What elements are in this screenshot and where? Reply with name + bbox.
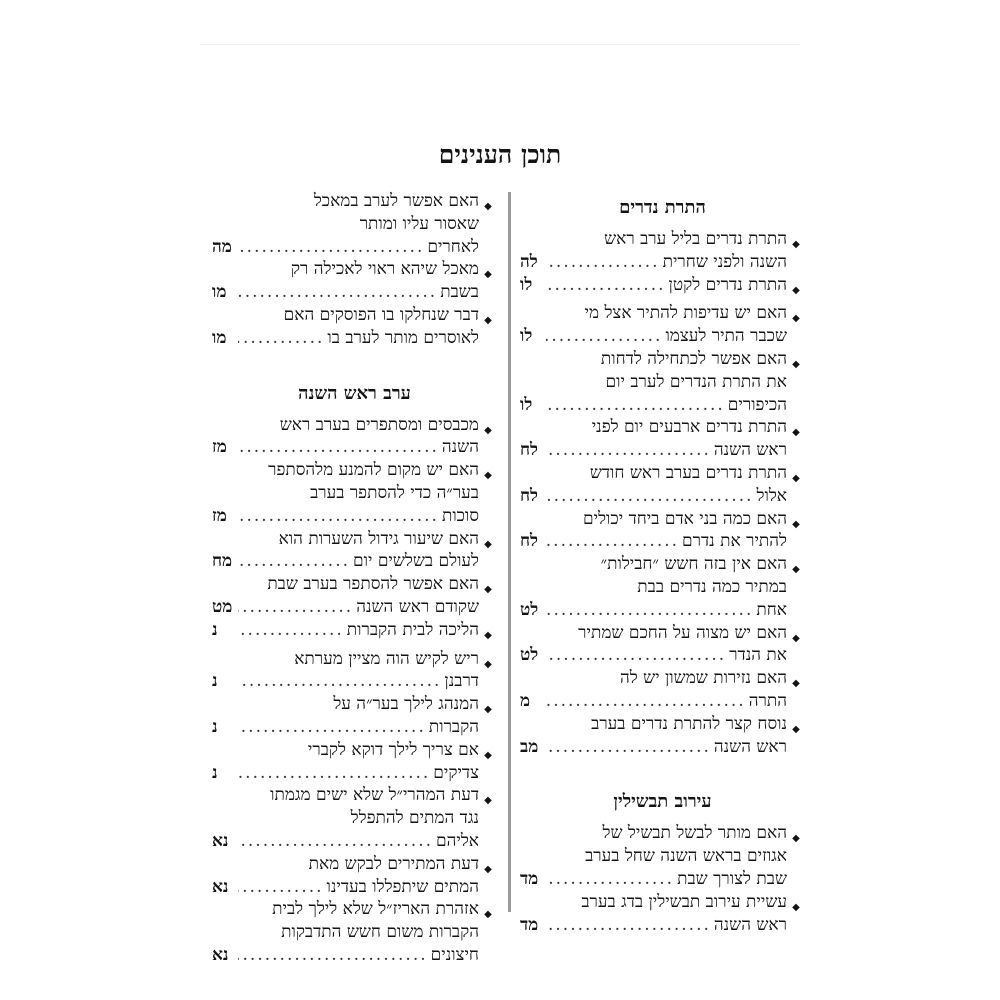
- toc-entry-text: [520, 713, 787, 759]
- toc-entry-line: דעת המתירים לבקש מאת: [308, 853, 479, 874]
- toc-entry-text: [520, 891, 787, 937]
- toc-entry-line: [520, 439, 787, 462]
- page-number: מז: [212, 437, 227, 458]
- diamond-bullet-icon: ◆: [792, 901, 800, 913]
- diamond-bullet-icon: ◆: [792, 313, 800, 325]
- page-number: מה: [212, 236, 232, 257]
- dot-leader: [546, 485, 757, 508]
- page-number: מ: [520, 690, 531, 711]
- dot-leader: [546, 274, 669, 297]
- diamond-bullet-icon: ◆: [792, 518, 800, 530]
- dot-leader: [238, 236, 427, 259]
- toc-entry[interactable]: [212, 414, 497, 460]
- toc-entry-text: [212, 258, 479, 304]
- dot-leader: [546, 736, 714, 759]
- toc-entry-line: [212, 236, 479, 259]
- toc-entry-line: האם יש עדיפות להתיר אצל מי: [584, 303, 787, 324]
- toc-entry-line: [520, 394, 787, 417]
- toc-entry-line-text: סוכות: [441, 505, 479, 526]
- toc-entry-line-text: חיצונים: [430, 944, 479, 965]
- toc-entry-text: [212, 648, 479, 694]
- page-number: לח: [520, 440, 539, 461]
- page-number: מח: [212, 551, 233, 572]
- dot-leader: [238, 505, 442, 528]
- diamond-bullet-icon: ◆: [484, 584, 492, 596]
- column-divider: [508, 192, 511, 912]
- diamond-bullet-icon: ◆: [792, 239, 800, 250]
- diamond-bullet-icon: ◆: [792, 723, 800, 735]
- toc-entry-text: [212, 414, 479, 460]
- diamond-bullet-icon: ◆: [484, 863, 492, 875]
- dot-leader: [238, 436, 442, 459]
- toc-entry-text: [212, 739, 479, 785]
- toc-entry[interactable]: [212, 528, 497, 574]
- toc-entry-text: [520, 667, 787, 713]
- toc-entry-line: [212, 619, 479, 642]
- toc-entry-line: אזהרת האריז״ל שלא לילך לבית: [272, 899, 479, 920]
- toc-entry-line-text: לעולם בשלשים יום: [353, 551, 479, 572]
- toc-entry-line-text: ראש השנה: [713, 736, 787, 757]
- toc-entry-line: [520, 914, 787, 937]
- diamond-bullet-icon: ◆: [484, 658, 492, 670]
- toc-entry-line-text: הליכה לבית הקברות: [346, 619, 479, 640]
- page-number: לח: [520, 485, 539, 506]
- page-number: נא: [212, 944, 229, 965]
- toc-entry[interactable]: [212, 853, 497, 899]
- left-column: [212, 190, 497, 967]
- diamond-bullet-icon: ◆: [484, 269, 492, 281]
- page-number: לו: [520, 326, 533, 347]
- toc-entry-line: אגוזים בראש השנה שחל בערב: [585, 846, 787, 867]
- toc-entry[interactable]: [520, 302, 805, 348]
- toc-entry-line-text: דרבנן: [444, 671, 479, 692]
- toc-entry[interactable]: [520, 508, 805, 554]
- section-gap: [520, 758, 805, 784]
- toc-entry-line: התרת נדרים בערב ראש חודש: [589, 462, 787, 483]
- diamond-bullet-icon: ◆: [792, 427, 800, 439]
- diamond-bullet-icon: ◆: [792, 833, 800, 845]
- toc-entry-line: במתיר כמה נדרים בבת: [637, 576, 787, 597]
- show-through-header: [200, 20, 800, 45]
- section-gap: [212, 350, 497, 376]
- page-title: תוכן הענינים: [438, 140, 562, 169]
- toc-entry-line: [212, 550, 479, 573]
- toc-entry-line: את התרת הנדרים לערב יום: [605, 371, 787, 392]
- toc-entry-text: [520, 416, 787, 462]
- toc-entry[interactable]: [212, 304, 497, 350]
- dot-leader: [238, 670, 444, 693]
- dot-leader: [238, 550, 353, 573]
- dot-leader: [238, 281, 440, 304]
- diamond-bullet-icon: ◆: [484, 795, 492, 807]
- toc-entry-line: מאכל שיהא ראוי לאכילה רק: [290, 259, 479, 280]
- dot-leader: [238, 596, 356, 619]
- toc-entry-line: המנהג לילך בער״ה על: [333, 694, 479, 715]
- toc-entry-line: האם יש מקום להמנע מלהסתפר: [268, 460, 479, 481]
- toc-entry-line: האם כמה בני אדם ביחד יכולים: [583, 508, 787, 529]
- dot-leader: [546, 690, 749, 713]
- toc-entry-line-text: צדיקים: [433, 762, 479, 783]
- toc-entry[interactable]: [520, 822, 805, 890]
- dot-leader: [238, 716, 429, 739]
- toc-entry-line: האם אפשר לכתחילה לדחות: [600, 348, 787, 369]
- toc-entry-line: [212, 716, 479, 739]
- toc-entry[interactable]: [520, 622, 805, 668]
- dot-leader: [238, 876, 327, 899]
- toc-entry-text: [520, 228, 787, 274]
- toc-entry[interactable]: [520, 228, 805, 274]
- toc-entry-line: [520, 690, 787, 713]
- page-number: מו: [212, 327, 227, 348]
- toc-entry-line-text: את הנדר: [729, 645, 787, 666]
- page-number: לט: [520, 645, 539, 666]
- dot-leader: [238, 762, 433, 785]
- toc-entry[interactable]: [520, 553, 805, 621]
- toc-entry-line: האם שיעור גידול השערות הוא: [278, 528, 479, 549]
- toc-entry[interactable]: [212, 459, 497, 527]
- toc-entry-line: [212, 876, 479, 899]
- diamond-bullet-icon: ◆: [484, 629, 492, 641]
- section-heading: עירוב תבשילין: [613, 791, 712, 813]
- toc-entry-text: [212, 459, 479, 527]
- diamond-bullet-icon: ◆: [484, 470, 492, 482]
- toc-entry-line-text: אחת: [756, 599, 787, 620]
- page-number: מט: [212, 596, 233, 617]
- toc-entry-line-text: להתיר את נדרם: [682, 531, 787, 552]
- toc-entry[interactable]: [520, 667, 805, 713]
- dot-leader: [546, 439, 714, 462]
- toc-entry-line: [520, 485, 787, 508]
- section-heading: התרת נדרים: [619, 197, 706, 218]
- toc-entry[interactable]: [520, 348, 805, 416]
- page-number: לו: [520, 274, 533, 295]
- toc-entry-line: [212, 596, 479, 619]
- dot-leader: [238, 327, 327, 350]
- page-number: לח: [520, 531, 539, 552]
- page-number: נ: [212, 716, 218, 737]
- dot-leader: [546, 868, 677, 891]
- toc-entry-text: [212, 784, 479, 852]
- toc-entry-text: [520, 274, 787, 297]
- toc-entry-line: ריש לקיש הוה מציין מערתא: [294, 648, 479, 669]
- toc-entry-line-text: לאוסרים מותר לערב בו: [327, 327, 479, 348]
- toc-entry-line: נוסח קצר להתרת נדרים בערב: [591, 713, 787, 734]
- toc-entry-line: [212, 281, 479, 304]
- toc-entry-text: [212, 619, 479, 642]
- toc-entry-line: שאסור עליו ומותר: [359, 213, 479, 234]
- page-number: לו: [520, 394, 533, 415]
- dot-leader: [546, 251, 663, 274]
- page-number: מו: [212, 282, 227, 303]
- toc-entry-line: נגד המתים להתפלל: [350, 808, 479, 829]
- toc-entry-text: [520, 462, 787, 508]
- toc-entry-line: האם אין בזה חשש ״חבילות״: [600, 554, 787, 575]
- toc-entry-line: בער״ה כדי להסתפר בערב: [310, 482, 479, 503]
- diamond-bullet-icon: ◆: [484, 538, 492, 550]
- toc-entry[interactable]: [520, 713, 805, 759]
- dot-leader: [546, 599, 756, 622]
- toc-entry-line: [520, 325, 787, 348]
- toc-entry-line: [212, 505, 479, 528]
- right-column: [520, 190, 805, 936]
- toc-entry-line-text: השנה ולפני שחרית: [662, 251, 787, 272]
- toc-entry-line-text: אלול: [756, 485, 787, 506]
- page-number: מז: [212, 505, 227, 526]
- dot-leader: [238, 830, 436, 853]
- toc-entry-text: [212, 304, 479, 350]
- page-number: מב: [520, 736, 539, 757]
- page-number: נ: [212, 671, 218, 692]
- toc-entry-line-text: לאחרים: [427, 236, 479, 257]
- toc-entry-line-text: הכיפורים: [727, 394, 787, 415]
- toc-entry-line-text: ראש השנה: [713, 914, 787, 935]
- toc-entry[interactable]: [520, 462, 805, 508]
- toc-entry-line: [520, 251, 787, 274]
- toc-entry-line-text: הקברות: [428, 716, 479, 737]
- diamond-bullet-icon: ◆: [792, 472, 800, 484]
- toc-entry-text: [520, 302, 787, 348]
- diamond-bullet-icon: ◆: [792, 632, 800, 644]
- toc-entry-line: דעת המהרי״ל שלא ישים מגמתו: [270, 785, 479, 806]
- toc-entry-line-text: בשבת: [440, 282, 479, 303]
- toc-entry[interactable]: [520, 416, 805, 462]
- page-number: מד: [520, 868, 539, 889]
- toc-entry-text: [520, 508, 787, 554]
- page-number: נא: [212, 876, 229, 897]
- toc-entry-text: [212, 190, 479, 258]
- page-number: לט: [520, 599, 539, 620]
- toc-entry-line: האם אפשר לערב במאכל: [313, 191, 479, 211]
- toc-entry-line-text: המתים שיתפללו בעדינו: [326, 876, 479, 897]
- toc-entry-line: [212, 670, 479, 693]
- toc-entry-line: [520, 644, 787, 667]
- toc-entry-line: התרת נדרים בליל ערב ראש: [604, 229, 787, 249]
- diamond-bullet-icon: ◆: [792, 678, 800, 690]
- dot-leader: [546, 325, 665, 348]
- diamond-bullet-icon: ◆: [792, 564, 800, 576]
- toc-entry-line: התרת נדרים ארבעים יום לפני: [591, 417, 787, 438]
- toc-entry-line: האם נזירות שמשון יש לה: [619, 668, 787, 689]
- page-number: נא: [212, 830, 229, 851]
- toc-entry-text: [520, 822, 787, 890]
- toc-entry-line: האם אפשר להסתפר בערב שבת: [267, 574, 479, 595]
- toc-entry[interactable]: [212, 898, 497, 966]
- toc-entry-line: [520, 736, 787, 759]
- toc-entry-text: [212, 693, 479, 739]
- toc-entry-line: דבר שנחלקו בו הפוסקים האם: [283, 304, 479, 325]
- toc-entry-line-text: שכבר התיר לעצמו: [665, 326, 787, 347]
- page-number: נ: [212, 619, 218, 640]
- toc-entry-line: [212, 327, 479, 350]
- diamond-bullet-icon: ◆: [792, 284, 800, 296]
- toc-entry-line: הקברות משום חשש התדבקות: [281, 922, 479, 943]
- toc-entry-line-text: התרה: [748, 690, 787, 711]
- toc-entry[interactable]: [212, 784, 497, 852]
- toc-entry-text: [212, 528, 479, 574]
- toc-entry-text: [212, 573, 479, 619]
- toc-entry-line: [212, 436, 479, 459]
- toc-entry[interactable]: [212, 648, 497, 694]
- diamond-bullet-icon: ◆: [484, 909, 492, 921]
- toc-entry[interactable]: [212, 619, 497, 648]
- toc-entry[interactable]: [520, 274, 805, 303]
- toc-entry-line: עשיית עירוב תבשילין בדג בערב: [581, 891, 787, 912]
- toc-entry[interactable]: [212, 693, 497, 739]
- toc-entry-text: [212, 853, 479, 899]
- toc-entry-line: [212, 944, 479, 967]
- toc-entry[interactable]: [212, 258, 497, 304]
- toc-entry-text: [520, 348, 787, 416]
- toc-entry-line: אם צריך לילך דוקא לקברי: [307, 739, 479, 760]
- dot-leader: [238, 619, 347, 642]
- diamond-bullet-icon: ◆: [484, 424, 492, 436]
- toc-entry-line-text: התרת נדרים לקטן: [668, 274, 787, 295]
- diamond-bullet-icon: ◆: [484, 704, 492, 716]
- dot-leader: [546, 394, 728, 417]
- page-number: מד: [520, 914, 539, 935]
- toc-entry-line: [212, 762, 479, 785]
- page-number: לה: [520, 251, 538, 272]
- toc-entry-line-text: ראש השנה: [713, 440, 787, 461]
- toc-entry-text: [520, 622, 787, 668]
- toc-entry-line: [520, 599, 787, 622]
- dot-leader: [546, 530, 682, 553]
- toc-entry-line: האם יש מצוה על החכם שמתיר: [578, 622, 787, 643]
- toc-entry-line-text: שקודם ראש השנה: [356, 596, 479, 617]
- diamond-bullet-icon: ◆: [484, 201, 492, 212]
- section-heading: ערב ראש השנה: [298, 382, 411, 404]
- diamond-bullet-icon: ◆: [792, 358, 800, 370]
- page-number: נ: [212, 762, 218, 783]
- toc-entry-line: [520, 868, 787, 891]
- toc-entry[interactable]: [212, 190, 497, 258]
- toc-entry-line: [212, 830, 479, 853]
- toc-entry-text: [520, 553, 787, 621]
- toc-entry-line-text: שבת לצורך שבת: [677, 868, 787, 889]
- toc-entry-line: מכבסים ומסתפרים בערב ראש: [279, 414, 479, 435]
- toc-entry-line-text: השנה: [441, 437, 479, 458]
- toc-entry-line-text: אליהם: [436, 830, 479, 851]
- toc-entry[interactable]: [212, 739, 497, 785]
- toc-entry-line: האם מותר לבשל תבשיל של: [602, 823, 787, 844]
- toc-entry-line: [520, 530, 787, 553]
- dot-leader: [546, 644, 729, 667]
- dot-leader: [238, 944, 431, 967]
- toc-entry[interactable]: [520, 891, 805, 937]
- toc-entry-text: [212, 898, 479, 966]
- diamond-bullet-icon: ◆: [484, 749, 492, 761]
- diamond-bullet-icon: ◆: [484, 314, 492, 326]
- toc-entry-line: [520, 274, 787, 297]
- dot-leader: [546, 914, 714, 937]
- toc-entry[interactable]: [212, 573, 497, 619]
